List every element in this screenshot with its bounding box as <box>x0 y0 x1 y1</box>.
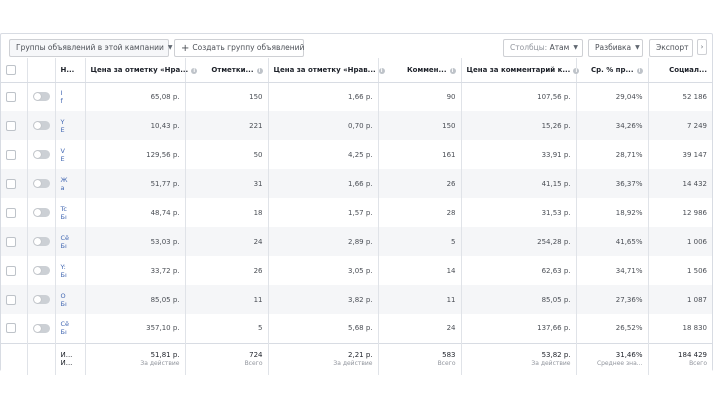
metric-cell: 150 <box>185 82 268 111</box>
metric-cell: 39 147 <box>682 150 707 159</box>
row-select-cell[interactable] <box>1 111 27 140</box>
info-icon: i <box>573 68 579 74</box>
row-select-cell[interactable] <box>1 227 27 256</box>
totals-cell: 724 Всего <box>185 343 268 375</box>
row-toggle-cell[interactable] <box>27 314 55 343</box>
totals-cell: 583 Всего <box>378 343 461 375</box>
metric-cell: 1,57 р. <box>268 198 378 227</box>
row-toggle-cell[interactable] <box>27 256 55 285</box>
row-checkbox[interactable] <box>6 150 16 160</box>
metric-cell: 51,77 р. <box>85 169 185 198</box>
table-row[interactable] <box>1 314 712 343</box>
column-header-comments[interactable]: Коммен... i <box>378 58 461 82</box>
adset-name-cell[interactable]: Cё Бı <box>55 314 85 343</box>
metric-cell: 137,66 р. <box>461 314 576 343</box>
metric-cell: 29,04% <box>576 82 648 111</box>
metric-cell: 129,56 р. <box>85 140 185 169</box>
adset-name-cell[interactable]: Cё Бı <box>55 227 85 256</box>
metric-cell: 14 <box>378 256 461 285</box>
info-icon: i <box>379 68 385 74</box>
metric-cell: 221 <box>185 111 268 140</box>
row-select-cell[interactable] <box>1 82 27 111</box>
column-header-name[interactable]: Н... <box>55 58 85 82</box>
metric-cell: 36,37% <box>576 169 648 198</box>
metric-cell: 12 986 <box>682 208 707 217</box>
totals-empty-cell <box>1 343 27 375</box>
metric-cell: 254,28 р. <box>461 227 576 256</box>
status-toggle[interactable] <box>33 324 50 333</box>
metric-cell: 31 <box>185 169 268 198</box>
metric-cell: 107,56 р. <box>461 82 576 111</box>
metric-cell: 53,03 р. <box>85 227 185 256</box>
metric-cell: 28 <box>378 198 461 227</box>
column-header-cost-per-comment[interactable]: Цена за комментарий к... i <box>461 58 576 82</box>
totals-cell: 2,21 р. За действие <box>268 343 378 375</box>
metric-cell: 11 <box>378 285 461 314</box>
metric-cell: 90 <box>378 82 461 111</box>
chevron-down-icon: ▼ <box>167 44 173 51</box>
metric-cell: 1 006 <box>686 237 707 246</box>
breakdown-label: Разбивка <box>595 43 632 52</box>
row-checkbox[interactable] <box>6 266 16 276</box>
adset-name-cell[interactable]: Ж a <box>55 169 85 198</box>
create-adset-label: Создать группу объявлений <box>192 43 305 52</box>
totals-cell: 31,46% Среднее зна... <box>576 343 648 375</box>
metric-cell: 10,43 р. <box>85 111 185 140</box>
table-row[interactable] <box>1 169 712 198</box>
metric-cell: 5 <box>378 227 461 256</box>
metric-cell: 33,72 р. <box>85 256 185 285</box>
metric-cell: 3,05 р. <box>268 256 378 285</box>
adset-name-cell[interactable]: O Бı <box>55 285 85 314</box>
metric-cell: 1,66 р. <box>268 82 378 111</box>
metric-cell: 7 249 <box>686 121 707 130</box>
row-select-cell[interactable] <box>1 140 27 169</box>
metric-cell: 28,71% <box>576 140 648 169</box>
metric-cell: 27,36% <box>576 285 648 314</box>
metric-cell: 48,74 р. <box>85 198 185 227</box>
row-toggle-cell[interactable] <box>27 227 55 256</box>
row-toggle-cell[interactable] <box>27 82 55 111</box>
row-select-cell[interactable] <box>1 198 27 227</box>
table-row[interactable] <box>1 82 712 111</box>
metric-cell: 41,15 р. <box>461 169 576 198</box>
row-select-cell[interactable] <box>1 256 27 285</box>
export-button[interactable] <box>649 39 693 57</box>
adsets-table <box>1 58 712 375</box>
columns-scroll-button[interactable] <box>697 39 707 55</box>
table-row[interactable] <box>1 140 712 169</box>
columns-dropdown[interactable] <box>503 39 583 57</box>
row-checkbox[interactable] <box>6 295 16 305</box>
select-all-cell[interactable] <box>1 58 27 82</box>
plus-icon: + <box>181 43 190 54</box>
metric-cell: 5,68 р. <box>268 314 378 343</box>
row-toggle-cell[interactable] <box>27 198 55 227</box>
row-checkbox[interactable] <box>6 92 16 102</box>
metric-cell: 31,53 р. <box>461 198 576 227</box>
adset-name-cell[interactable]: Y: Бı <box>55 256 85 285</box>
toggle-knob <box>34 122 41 129</box>
metric-cell: 357,10 р. <box>85 314 185 343</box>
metric-cell: 18,92% <box>576 198 648 227</box>
table-row[interactable] <box>1 227 712 256</box>
status-toggle[interactable] <box>33 92 50 101</box>
metric-cell: 2,89 р. <box>268 227 378 256</box>
adset-name-cell[interactable]: I f <box>55 82 85 111</box>
chevron-down-icon: ▼ <box>573 44 578 51</box>
metric-cell: 85,05 р. <box>85 285 185 314</box>
column-header-cost-per-like[interactable]: Цена за отметку «Нра... i <box>85 58 185 82</box>
row-checkbox[interactable] <box>6 237 16 247</box>
metric-cell: 4,25 р. <box>268 140 378 169</box>
row-select-cell[interactable] <box>1 285 27 314</box>
row-toggle-cell[interactable] <box>27 169 55 198</box>
info-icon: i <box>450 68 456 74</box>
metric-cell: 18 <box>185 198 268 227</box>
metric-cell: 0,70 р. <box>268 111 378 140</box>
select-all-checkbox[interactable] <box>6 65 16 75</box>
metric-cell: 15,26 р. <box>461 111 576 140</box>
metric-cell: 26 <box>185 256 268 285</box>
metric-cell: 52 186 <box>682 92 707 101</box>
table-row[interactable] <box>1 256 712 285</box>
columns-prefix: Столбцы: <box>510 43 550 52</box>
columns-value: Атам <box>549 43 570 52</box>
column-header-likes[interactable]: Отметки... i <box>185 58 268 82</box>
status-toggle[interactable] <box>33 121 50 130</box>
toggle-knob <box>34 93 41 100</box>
status-toggle[interactable] <box>33 266 50 275</box>
totals-cell: 53,82 р. За действие <box>461 343 576 375</box>
table-row[interactable] <box>1 198 712 227</box>
totals-cell: 184 429 Всего <box>678 351 707 368</box>
row-toggle-cell[interactable] <box>27 111 55 140</box>
chevron-down-icon: ▼ <box>635 44 640 51</box>
row-checkbox[interactable] <box>6 179 16 189</box>
status-toggle[interactable] <box>33 208 50 217</box>
adset-name-cell[interactable]: Y E <box>55 111 85 140</box>
metric-cell: 65,08 р. <box>85 82 185 111</box>
metric-cell: 3,82 р. <box>268 285 378 314</box>
toggle-knob <box>34 267 41 274</box>
toggle-knob <box>34 180 41 187</box>
table-row[interactable] <box>1 111 712 140</box>
row-select-cell[interactable] <box>1 314 27 343</box>
row-checkbox[interactable] <box>6 208 16 218</box>
adset-name-cell[interactable]: Tc Бı <box>55 198 85 227</box>
toggle-knob <box>34 238 41 245</box>
metric-cell: 33,91 р. <box>461 140 576 169</box>
metric-cell: 5 <box>185 314 268 343</box>
metric-cell: 1 087 <box>686 295 707 304</box>
info-icon: i <box>257 68 263 74</box>
adsets-filter-label: Группы объявлений в этой кампании <box>16 43 164 52</box>
status-toggle[interactable] <box>33 150 50 159</box>
status-toggle[interactable] <box>33 295 50 304</box>
metric-cell: 161 <box>378 140 461 169</box>
metric-cell: 24 <box>185 227 268 256</box>
status-toggle[interactable] <box>33 237 50 246</box>
info-icon: i <box>637 68 643 74</box>
metric-cell: 34,26% <box>576 111 648 140</box>
row-toggle-cell[interactable] <box>27 140 55 169</box>
table-header-row <box>1 58 712 82</box>
metric-cell: 14 432 <box>682 179 707 188</box>
metric-cell: 50 <box>185 140 268 169</box>
table-row[interactable] <box>1 285 712 314</box>
totals-empty-cell <box>27 343 55 375</box>
metric-cell: 26 <box>378 169 461 198</box>
adset-name-cell[interactable]: V E <box>55 140 85 169</box>
totals-cell: 51,81 р. За действие <box>85 343 185 375</box>
row-checkbox[interactable] <box>6 323 16 333</box>
row-checkbox[interactable] <box>6 121 16 131</box>
metric-cell: 85,05 р. <box>461 285 576 314</box>
metric-cell: 34,71% <box>576 256 648 285</box>
toggle-knob <box>34 325 41 332</box>
metric-cell: 41,65% <box>576 227 648 256</box>
totals-row <box>1 343 712 375</box>
chevron-right-icon: › <box>700 43 704 51</box>
export-label: Экспорт <box>656 43 689 52</box>
breakdown-dropdown[interactable] <box>588 39 643 57</box>
metric-cell: 1,66 р. <box>268 169 378 198</box>
status-toggle[interactable] <box>33 179 50 188</box>
column-header-social[interactable]: Социал... <box>648 58 712 82</box>
metric-cell: 11 <box>185 285 268 314</box>
totals-name-cell: И... И... <box>55 343 85 375</box>
info-icon: i <box>191 68 197 74</box>
metric-cell: 26,52% <box>576 314 648 343</box>
metric-cell: 1 506 <box>686 266 707 275</box>
toggle-knob <box>34 296 41 303</box>
metric-cell: 24 <box>378 314 461 343</box>
column-header-avg-percent[interactable]: Ср. % пр... i <box>576 58 648 82</box>
column-header-cost-per-post-like[interactable]: Цена за отметку «Нрав... i <box>268 58 378 82</box>
toggle-header <box>27 58 55 82</box>
toggle-knob <box>34 151 41 158</box>
row-toggle-cell[interactable] <box>27 285 55 314</box>
create-adset-button[interactable] <box>174 39 304 57</box>
metric-cell: 62,63 р. <box>461 256 576 285</box>
metric-cell: 150 <box>378 111 461 140</box>
metric-cell: 18 830 <box>682 324 707 333</box>
row-select-cell[interactable] <box>1 169 27 198</box>
toggle-knob <box>34 209 41 216</box>
adsets-filter-dropdown[interactable] <box>9 39 173 57</box>
